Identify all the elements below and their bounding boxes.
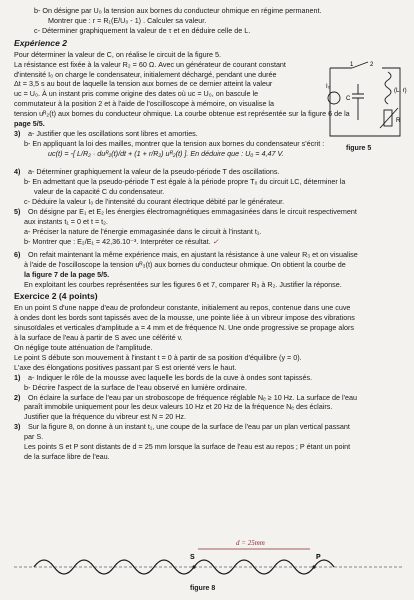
figure-8-caption: figure 8 [190,585,216,592]
question-5-cont: aux instants t₁ = 0 et t = t₂. [24,216,108,226]
question-w1a: a- Indiquer le rôle de la mousse avec laquelle les bords de la cuve à ondes sont tapissés. [28,372,313,382]
question-3a: a- Justifier que les oscillations sont libres et amorties. [28,129,198,139]
switch-label-2: 2 [370,62,374,68]
paragraph-line: commutateur à la position 2 et à l'aide de l'oscilloscope à mémoire, on visualise la [14,99,275,109]
generator-label: I₀ [326,84,331,90]
figure-5-caption: figure 5 [346,145,372,152]
question-w1b: b- Décrire l'aspect de la surface de l'eau observé en lumière ordinaire. [24,382,247,392]
paragraph-line: Pour déterminer la valeur de C, on réalise le circuit de la figure 5. [14,49,221,59]
paragraph-line: à ondes dont les bords sont tapissés avec de la mousse, une pointe liée à un vibreur impose des vibrations [14,313,355,323]
section-exercise-2: Exercice 2 (4 points) [14,291,98,302]
paragraph-line: uᴄ = U₀. À un instant pris comme origine des dates où uᴄ = U₀, on bascule le [14,89,259,99]
capacitor-label: C [346,96,351,102]
resistor-symbol [384,110,392,126]
question-w3: Sur la figure 8, on donne à un instant t₁, une coupe de la surface de l'eau par un plan vertical passant [28,422,350,432]
question-6: On refait maintenant la même expérience mais, en ajustant la résistance à une valeur R₃ et on visualise [28,250,358,260]
handwritten-note: d = 25mm [236,539,265,547]
paragraph-line: Le point S débute son mouvement à l'instant t = 0 à partir de sa position d'équilibre (y = 0). [14,352,302,362]
question-3b: b- En appliquant la loi des mailles, montrer que la tension aux bornes du condensateur s'écrit : [24,139,325,149]
question-w2-cont: Justifier que la fréquence du vibreur est N = 20 Hz. [24,412,187,422]
paragraph-line: sinusoïdales et verticales d'amplitude a = 4 mm et de fréquence N. Une onde progressive se propage alors [14,322,354,332]
question-c1: c- Déterminer graphiquement la valeur de τ et en déduire celle de L. [34,25,251,35]
question-number: 3) [14,129,21,139]
paragraph-line: L'axe des élongations positives passant par S est orienté vers le haut. [14,362,237,372]
question-b1-formula: Montrer que : r = R₁(E/U₀ - 1) . Calculer sa valeur. [48,15,207,25]
question-5: On désigne par E₁ et E₂ les énergies électromagnétiques emmagasinées dans le circuit respectivement [28,206,357,216]
paragraph-line: à la surface de l'eau à partir de S avec une célérité v. [14,332,183,342]
figure-5-circuit [322,58,408,144]
question-w3-cont: de la surface libre de l'eau. [24,452,110,462]
question-number: 1) [14,372,21,382]
inductor-coil [385,72,391,104]
point-p-marker [312,565,315,568]
point-s-marker [192,565,195,568]
section-experience-2: Expérience 2 [14,37,68,48]
switch-label-1: 1 [350,62,354,68]
question-number: 2) [14,392,21,402]
question-number: 3) [14,422,21,432]
question-5b [14,237,404,247]
inductor-label: (L, r) [394,88,407,94]
paragraph-line: Δt = 3,5 s au bout de laquelle la tension aux bornes de ce dernier atteint la valeur [14,79,273,89]
paragraph-line: La résistance est fixée à la valeur R₂ = 60 Ω. Avec un générateur de courant constant [14,59,286,69]
paragraph-line: d'intensité I₀ on charge le condensateur, initialement déchargé, pendant une durée [14,69,277,79]
switch-blade [352,62,368,68]
question-4a: a- Déterminer graphiquement la valeur de la pseudo-période T des oscillations. [28,166,280,176]
question-number: 4) [14,166,21,176]
question-w2: On éclaire la surface de l'eau par un stroboscope de fréquence réglable Nₑ ≥ 10 Hz. La surface de l'eau [28,392,358,402]
equation-uc: uᴄ(t) = -[ L/R₂ · duᴿ₂(t)/dt + (1 + r/R₂) uᴿ₂(t) ]. En déduire que : U₀ = 4,47 V. [48,149,284,159]
question-6-cont: à l'aide de l'oscilloscope la tension uᴿ₃(t) aux bornes du conducteur ohmique. On obtient la courbe de [24,260,346,270]
figure-8-wave [14,537,404,585]
capacitor-symbol [352,84,364,120]
paragraph-line: page 5/5. [14,119,45,129]
question-5a: a- Préciser la nature de l'énergie emmagasinée dans le circuit à l'instant t₁. [24,226,262,236]
question-4b: b- En admettant que la pseudo-période T est égale à la période propre T₀ du circuit LC, déterminer la [24,176,346,186]
point-p-label: P [316,554,321,561]
paragraph-line: tension uᴿ₂(t) aux bornes du conducteur ohmique. La courbe obtenue est représentée sur la figure 6 de la [14,109,350,119]
question-w3-cont: par S. [24,432,44,442]
resistor-label: R [396,118,401,124]
question-4b-cont: valeur de la capacité C du condensateur. [34,186,165,196]
check-mark: ✓ [212,236,219,246]
paragraph-line: En un point S d'une nappe d'eau de profondeur constante, initialement au repos, contenue dans une cuve [14,303,351,313]
question-4c: c- Déduire la valeur I₀ de l'intensité du courant électrique débité par le générateur. [24,196,285,206]
question-6-cont: la figure 7 de la page 5/5. [24,270,110,280]
question-w3-cont: Les points S et P sont distants de d = 25 mm lorsque la surface de l'eau est au repos ; P étant un point [24,442,351,452]
question-6-cont: En exploitant les courbes représentées sur les figures 6 et 7, comparer R₃ à R₂. Justifier la réponse. [24,280,342,290]
question-number: 6) [14,250,21,260]
question-b1: b- On désigne par U₀ la tension aux bornes du conducteur ohmique en régime permanent. [34,6,322,15]
question-5b-text: b- Montrer que : E₂/E₁ = 42,36.10⁻³. Interpréter ce résultat. [24,236,211,246]
question-number: 5) [14,206,21,216]
paragraph-line: On néglige toute atténuation de l'amplitude. [14,342,153,352]
question-w2-cont: paraît immobile uniquement pour les deux valeurs 10 Hz et 20 Hz de la fréquence Nₑ des éclairs. [24,402,333,412]
point-s-label: S [190,554,195,561]
